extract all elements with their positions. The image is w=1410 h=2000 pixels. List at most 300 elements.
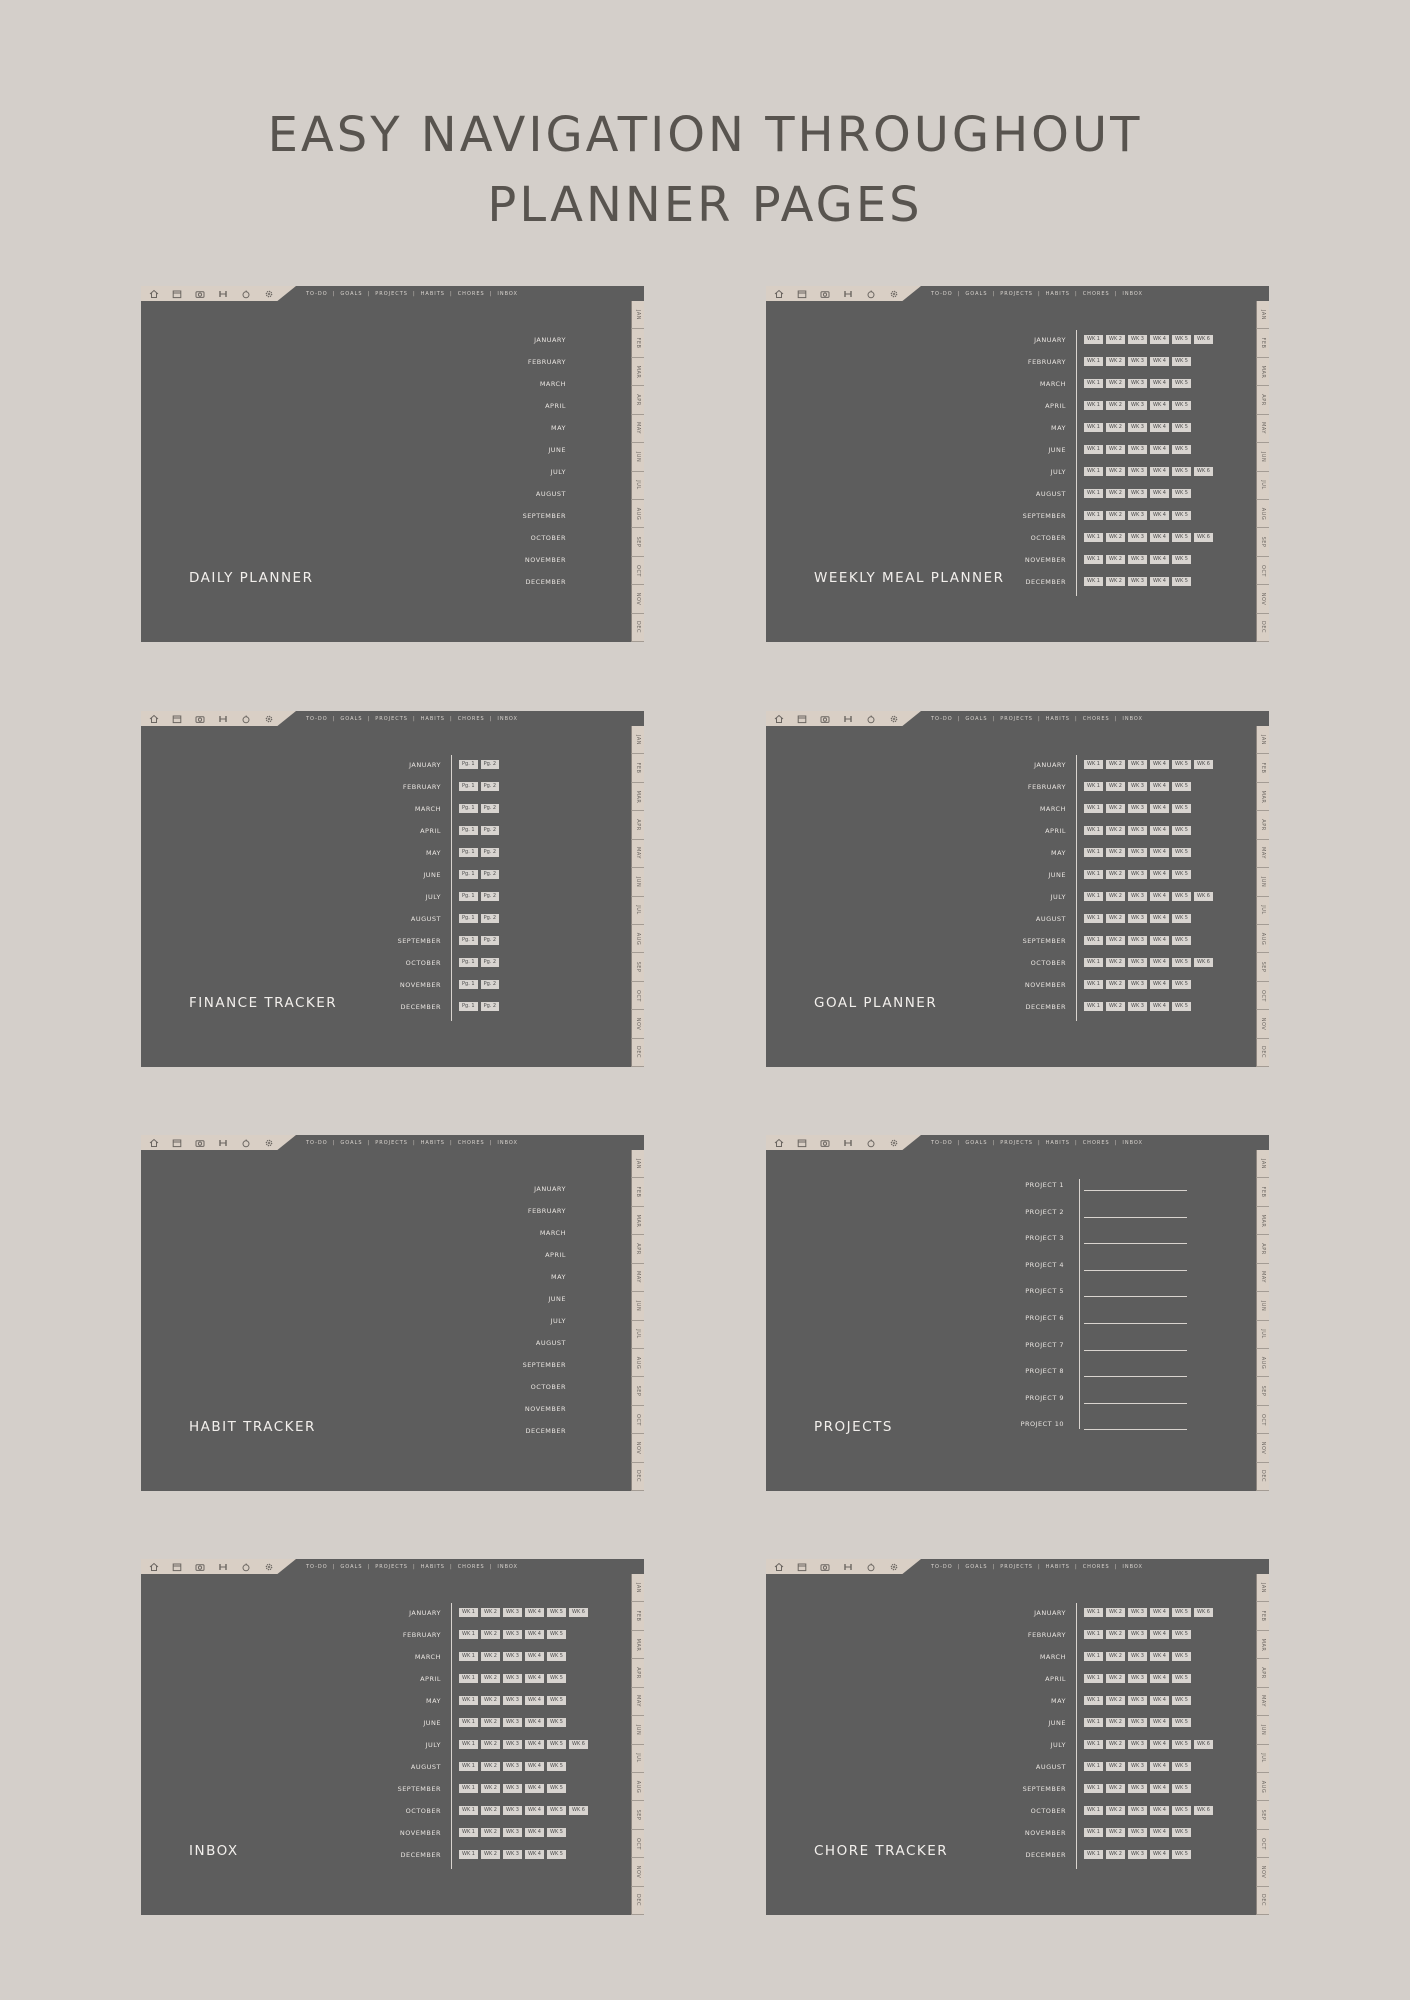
apple-icon[interactable] <box>864 1137 878 1149</box>
week-chip[interactable]: WK 2 <box>1106 1652 1125 1661</box>
week-chip[interactable]: WK 5 <box>1172 804 1191 813</box>
nav-link-chores[interactable]: CHORES <box>457 1139 485 1146</box>
week-chip[interactable]: WK 1 <box>1084 577 1103 586</box>
month-tab-jul[interactable] <box>631 1321 644 1349</box>
calendar-icon[interactable] <box>170 713 184 725</box>
week-chip[interactable]: WK 2 <box>481 1784 500 1793</box>
month-tab-mar[interactable] <box>1256 1631 1269 1659</box>
week-chip[interactable]: WK 3 <box>1128 533 1147 542</box>
week-chip[interactable]: WK 4 <box>1150 936 1169 945</box>
week-chip[interactable]: WK 6 <box>1194 1740 1213 1749</box>
month-tab-apr[interactable] <box>631 1659 644 1687</box>
month-tab-feb[interactable] <box>631 1602 644 1630</box>
week-chip[interactable]: WK 3 <box>503 1608 522 1617</box>
month-tab-dec[interactable] <box>1256 1887 1269 1915</box>
week-chip[interactable]: WK 4 <box>1150 401 1169 410</box>
page-chip[interactable]: Pg. 2 <box>481 848 500 857</box>
week-chip[interactable]: WK 2 <box>1106 1002 1125 1011</box>
dumbbell-icon[interactable] <box>841 1137 855 1149</box>
week-chip[interactable]: WK 5 <box>1172 1828 1191 1837</box>
week-chip[interactable]: WK 1 <box>459 1674 478 1683</box>
month-tab-jun[interactable] <box>631 443 644 471</box>
week-chip[interactable]: WK 5 <box>1172 1718 1191 1727</box>
week-chip[interactable]: WK 4 <box>1150 914 1169 923</box>
month-tab-feb[interactable] <box>1256 329 1269 357</box>
month-tab-aug[interactable] <box>631 1773 644 1801</box>
week-chip[interactable]: WK 3 <box>1128 511 1147 520</box>
month-link-july[interactable]: JULY <box>550 1317 566 1325</box>
week-chip[interactable]: WK 1 <box>1084 1828 1103 1837</box>
page-chip[interactable]: Pg. 2 <box>481 936 500 945</box>
nav-link-projects[interactable]: PROJECTS <box>375 715 408 722</box>
week-chip[interactable]: WK 3 <box>1128 1002 1147 1011</box>
month-tab-nov[interactable] <box>1256 1434 1269 1462</box>
page-chip[interactable]: Pg. 1 <box>459 826 478 835</box>
month-tab-apr[interactable] <box>1256 386 1269 414</box>
month-tab-aug[interactable] <box>1256 1773 1269 1801</box>
nav-link-goals[interactable]: GOALS <box>965 1139 988 1146</box>
calendar-icon[interactable] <box>795 1137 809 1149</box>
week-chip[interactable]: WK 5 <box>1172 914 1191 923</box>
week-chip[interactable]: WK 5 <box>1172 1674 1191 1683</box>
month-tab-aug[interactable] <box>631 925 644 953</box>
month-tab-may[interactable] <box>1256 415 1269 443</box>
nav-link-projects[interactable]: PROJECTS <box>1000 1139 1033 1146</box>
week-chip[interactable]: WK 2 <box>481 1828 500 1837</box>
page-chip[interactable]: Pg. 1 <box>459 1002 478 1011</box>
month-tab-mar[interactable] <box>1256 358 1269 386</box>
month-tab-jan[interactable] <box>1256 726 1269 754</box>
week-chip[interactable]: WK 4 <box>525 1850 544 1859</box>
month-tab-nov[interactable] <box>1256 1010 1269 1038</box>
project-label[interactable]: PROJECT 10 <box>1020 1420 1064 1429</box>
week-chip[interactable]: WK 2 <box>1106 1784 1125 1793</box>
week-chip[interactable]: WK 3 <box>1128 936 1147 945</box>
month-tab-dec[interactable] <box>631 1887 644 1915</box>
month-tab-dec[interactable] <box>631 1463 644 1491</box>
page-chip[interactable]: Pg. 2 <box>481 980 500 989</box>
week-chip[interactable]: WK 6 <box>569 1740 588 1749</box>
month-link-april[interactable]: APRIL <box>545 1251 566 1259</box>
week-chip[interactable]: WK 3 <box>503 1740 522 1749</box>
home-icon[interactable] <box>147 1137 161 1149</box>
week-chip[interactable]: WK 5 <box>1172 1652 1191 1661</box>
week-chip[interactable]: WK 5 <box>547 1652 566 1661</box>
week-chip[interactable]: WK 5 <box>547 1608 566 1617</box>
week-chip[interactable]: WK 2 <box>1106 467 1125 476</box>
calendar-icon[interactable] <box>795 713 809 725</box>
week-chip[interactable]: WK 3 <box>1128 401 1147 410</box>
month-tab-jun[interactable] <box>1256 1716 1269 1744</box>
month-link-january[interactable]: JANUARY <box>534 1185 566 1193</box>
week-chip[interactable]: WK 5 <box>547 1740 566 1749</box>
week-chip[interactable]: WK 6 <box>1194 892 1213 901</box>
week-chip[interactable]: WK 4 <box>1150 980 1169 989</box>
week-chip[interactable]: WK 4 <box>1150 1740 1169 1749</box>
nav-link-chores[interactable]: CHORES <box>1082 715 1110 722</box>
page-chip[interactable]: Pg. 2 <box>481 914 500 923</box>
settings-icon[interactable] <box>887 288 901 300</box>
month-tab-apr[interactable] <box>1256 1659 1269 1687</box>
month-link-august[interactable]: AUGUST <box>535 1339 566 1347</box>
week-chip[interactable]: WK 6 <box>1194 533 1213 542</box>
week-chip[interactable]: WK 2 <box>481 1652 500 1661</box>
nav-link-inbox[interactable]: INBOX <box>1122 290 1143 297</box>
week-chip[interactable]: WK 3 <box>1128 1740 1147 1749</box>
week-chip[interactable]: WK 3 <box>1128 826 1147 835</box>
week-chip[interactable]: WK 5 <box>1172 445 1191 454</box>
week-chip[interactable]: WK 2 <box>1106 1828 1125 1837</box>
nav-link-goals[interactable]: GOALS <box>340 1563 363 1570</box>
home-icon[interactable] <box>147 288 161 300</box>
week-chip[interactable]: WK 4 <box>1150 1828 1169 1837</box>
week-chip[interactable]: WK 5 <box>1172 379 1191 388</box>
dumbbell-icon[interactable] <box>216 1561 230 1573</box>
week-chip[interactable]: WK 1 <box>1084 1674 1103 1683</box>
month-tab-jun[interactable] <box>631 1292 644 1320</box>
month-tab-nov[interactable] <box>631 1010 644 1038</box>
nav-link-habits[interactable]: HABITS <box>420 1139 445 1146</box>
settings-icon[interactable] <box>262 1561 276 1573</box>
page-chip[interactable]: Pg. 1 <box>459 870 478 879</box>
page-chip[interactable]: Pg. 1 <box>459 848 478 857</box>
page-chip[interactable]: Pg. 1 <box>459 936 478 945</box>
week-chip[interactable]: WK 2 <box>481 1806 500 1815</box>
week-chip[interactable]: WK 1 <box>1084 379 1103 388</box>
week-chip[interactable]: WK 3 <box>1128 335 1147 344</box>
week-chip[interactable]: WK 2 <box>1106 782 1125 791</box>
week-chip[interactable]: WK 5 <box>1172 577 1191 586</box>
week-chip[interactable]: WK 4 <box>1150 423 1169 432</box>
week-chip[interactable]: WK 2 <box>1106 760 1125 769</box>
week-chip[interactable]: WK 4 <box>1150 870 1169 879</box>
month-tab-aug[interactable] <box>631 500 644 528</box>
week-chip[interactable]: WK 1 <box>459 1630 478 1639</box>
settings-icon[interactable] <box>887 1137 901 1149</box>
nav-link-habits[interactable]: HABITS <box>1045 290 1070 297</box>
month-tab-mar[interactable] <box>631 358 644 386</box>
week-chip[interactable]: WK 4 <box>1150 1806 1169 1815</box>
week-chip[interactable]: WK 3 <box>1128 1630 1147 1639</box>
month-tab-apr[interactable] <box>631 386 644 414</box>
project-label[interactable]: PROJECT 2 <box>1025 1207 1064 1216</box>
week-chip[interactable]: WK 1 <box>459 1652 478 1661</box>
month-tab-may[interactable] <box>631 1688 644 1716</box>
week-chip[interactable]: WK 2 <box>1106 892 1125 901</box>
month-link-september[interactable]: SEPTEMBER <box>522 512 566 520</box>
week-chip[interactable]: WK 4 <box>1150 892 1169 901</box>
week-chip[interactable]: WK 5 <box>1172 892 1191 901</box>
week-chip[interactable]: WK 1 <box>1084 892 1103 901</box>
week-chip[interactable]: WK 2 <box>1106 1806 1125 1815</box>
week-chip[interactable]: WK 1 <box>1084 1696 1103 1705</box>
project-label[interactable]: PROJECT 6 <box>1025 1314 1064 1322</box>
week-chip[interactable]: WK 2 <box>481 1630 500 1639</box>
month-tab-nov[interactable] <box>631 585 644 613</box>
nav-link-chores[interactable]: CHORES <box>457 715 485 722</box>
week-chip[interactable]: WK 5 <box>1172 1806 1191 1815</box>
week-chip[interactable]: WK 2 <box>1106 958 1125 967</box>
home-icon[interactable] <box>772 288 786 300</box>
week-chip[interactable]: WK 5 <box>1172 980 1191 989</box>
week-chip[interactable]: WK 4 <box>1150 1850 1169 1859</box>
week-chip[interactable]: WK 2 <box>1106 423 1125 432</box>
week-chip[interactable]: WK 1 <box>1084 936 1103 945</box>
home-icon[interactable] <box>147 1561 161 1573</box>
home-icon[interactable] <box>147 713 161 725</box>
week-chip[interactable]: WK 3 <box>503 1674 522 1683</box>
month-tab-feb[interactable] <box>1256 1602 1269 1630</box>
month-tab-jul[interactable] <box>631 897 644 925</box>
calendar-icon[interactable] <box>170 288 184 300</box>
settings-icon[interactable] <box>262 288 276 300</box>
nav-link-inbox[interactable]: INBOX <box>1122 1563 1143 1570</box>
month-tab-dec[interactable] <box>1256 614 1269 642</box>
week-chip[interactable]: WK 3 <box>503 1828 522 1837</box>
month-tab-sep[interactable] <box>631 1377 644 1405</box>
week-chip[interactable]: WK 3 <box>1128 445 1147 454</box>
week-chip[interactable]: WK 5 <box>1172 423 1191 432</box>
week-chip[interactable]: WK 1 <box>459 1828 478 1837</box>
week-chip[interactable]: WK 2 <box>1106 401 1125 410</box>
month-tab-may[interactable] <box>631 840 644 868</box>
nav-link-inbox[interactable]: INBOX <box>1122 715 1143 722</box>
nav-link-to-do[interactable]: TO-DO <box>306 290 328 297</box>
week-chip[interactable]: WK 5 <box>1172 1740 1191 1749</box>
month-tab-dec[interactable] <box>631 1039 644 1067</box>
week-chip[interactable]: WK 2 <box>1106 1696 1125 1705</box>
week-chip[interactable]: WK 3 <box>1128 423 1147 432</box>
home-icon[interactable] <box>772 713 786 725</box>
week-chip[interactable]: WK 1 <box>1084 1002 1103 1011</box>
page-chip[interactable]: Pg. 2 <box>481 826 500 835</box>
week-chip[interactable]: WK 3 <box>1128 1696 1147 1705</box>
week-chip[interactable]: WK 2 <box>1106 936 1125 945</box>
week-chip[interactable]: WK 6 <box>569 1608 588 1617</box>
month-link-may[interactable]: MAY <box>550 1273 566 1281</box>
month-link-november[interactable]: NOVEMBER <box>524 556 566 564</box>
month-tab-oct[interactable] <box>1256 1830 1269 1858</box>
week-chip[interactable]: WK 2 <box>1106 1762 1125 1771</box>
week-chip[interactable]: WK 3 <box>1128 870 1147 879</box>
nav-link-inbox[interactable]: INBOX <box>1122 1139 1143 1146</box>
week-chip[interactable]: WK 6 <box>1194 958 1213 967</box>
month-tab-aug[interactable] <box>1256 1349 1269 1377</box>
week-chip[interactable]: WK 3 <box>503 1784 522 1793</box>
page-chip[interactable]: Pg. 1 <box>459 782 478 791</box>
week-chip[interactable]: WK 2 <box>1106 1718 1125 1727</box>
month-tab-feb[interactable] <box>631 754 644 782</box>
week-chip[interactable]: WK 4 <box>525 1608 544 1617</box>
nav-link-to-do[interactable]: TO-DO <box>931 1563 953 1570</box>
month-link-october[interactable]: OCTOBER <box>530 1383 566 1391</box>
month-tab-dec[interactable] <box>631 614 644 642</box>
month-link-march[interactable]: MARCH <box>539 380 566 388</box>
month-tab-sep[interactable] <box>631 1801 644 1829</box>
apple-icon[interactable] <box>239 1561 253 1573</box>
week-chip[interactable]: WK 2 <box>481 1850 500 1859</box>
month-tab-oct[interactable] <box>631 982 644 1010</box>
month-tab-jan[interactable] <box>631 1574 644 1602</box>
nav-link-goals[interactable]: GOALS <box>965 290 988 297</box>
month-tab-apr[interactable] <box>1256 811 1269 839</box>
week-chip[interactable]: WK 5 <box>1172 467 1191 476</box>
project-label[interactable]: PROJECT 3 <box>1025 1234 1064 1243</box>
week-chip[interactable]: WK 3 <box>503 1718 522 1727</box>
week-chip[interactable]: WK 5 <box>547 1784 566 1793</box>
page-chip[interactable]: Pg. 1 <box>459 804 478 813</box>
week-chip[interactable]: WK 1 <box>1084 782 1103 791</box>
month-tab-jul[interactable] <box>1256 897 1269 925</box>
week-chip[interactable]: WK 4 <box>525 1784 544 1793</box>
month-link-september[interactable]: SEPTEMBER <box>522 1361 566 1369</box>
nav-link-projects[interactable]: PROJECTS <box>1000 290 1033 297</box>
month-link-july[interactable]: JULY <box>550 468 566 476</box>
apple-icon[interactable] <box>239 1137 253 1149</box>
camera-icon[interactable] <box>193 288 207 300</box>
month-link-august[interactable]: AUGUST <box>535 490 566 498</box>
week-chip[interactable]: WK 1 <box>1084 826 1103 835</box>
week-chip[interactable]: WK 1 <box>1084 533 1103 542</box>
week-chip[interactable]: WK 4 <box>1150 555 1169 564</box>
camera-icon[interactable] <box>193 713 207 725</box>
month-link-november[interactable]: NOVEMBER <box>524 1405 566 1413</box>
week-chip[interactable]: WK 5 <box>1172 1630 1191 1639</box>
month-tab-mar[interactable] <box>631 1631 644 1659</box>
nav-link-habits[interactable]: HABITS <box>1045 1563 1070 1570</box>
month-tab-mar[interactable] <box>631 783 644 811</box>
apple-icon[interactable] <box>239 713 253 725</box>
week-chip[interactable]: WK 2 <box>1106 848 1125 857</box>
page-chip[interactable]: Pg. 2 <box>481 892 500 901</box>
nav-link-chores[interactable]: CHORES <box>457 1563 485 1570</box>
calendar-icon[interactable] <box>170 1561 184 1573</box>
week-chip[interactable]: WK 2 <box>1106 870 1125 879</box>
nav-link-inbox[interactable]: INBOX <box>497 715 518 722</box>
camera-icon[interactable] <box>818 1561 832 1573</box>
month-tab-mar[interactable] <box>1256 1207 1269 1235</box>
week-chip[interactable]: WK 2 <box>1106 1608 1125 1617</box>
week-chip[interactable]: WK 4 <box>1150 379 1169 388</box>
home-icon[interactable] <box>772 1137 786 1149</box>
week-chip[interactable]: WK 3 <box>1128 804 1147 813</box>
page-chip[interactable]: Pg. 2 <box>481 782 500 791</box>
week-chip[interactable]: WK 2 <box>1106 577 1125 586</box>
week-chip[interactable]: WK 3 <box>503 1850 522 1859</box>
calendar-icon[interactable] <box>795 1561 809 1573</box>
month-tab-apr[interactable] <box>631 811 644 839</box>
dumbbell-icon[interactable] <box>841 1561 855 1573</box>
week-chip[interactable]: WK 3 <box>1128 1850 1147 1859</box>
week-chip[interactable]: WK 4 <box>525 1696 544 1705</box>
month-tab-dec[interactable] <box>1256 1039 1269 1067</box>
month-tab-sep[interactable] <box>631 953 644 981</box>
page-chip[interactable]: Pg. 1 <box>459 958 478 967</box>
week-chip[interactable]: WK 1 <box>459 1784 478 1793</box>
dumbbell-icon[interactable] <box>216 1137 230 1149</box>
week-chip[interactable]: WK 6 <box>1194 1608 1213 1617</box>
dumbbell-icon[interactable] <box>216 288 230 300</box>
week-chip[interactable]: WK 5 <box>1172 1002 1191 1011</box>
week-chip[interactable]: WK 3 <box>1128 555 1147 564</box>
week-chip[interactable]: WK 4 <box>1150 826 1169 835</box>
week-chip[interactable]: WK 5 <box>1172 335 1191 344</box>
week-chip[interactable]: WK 1 <box>1084 445 1103 454</box>
week-chip[interactable]: WK 4 <box>1150 445 1169 454</box>
week-chip[interactable]: WK 3 <box>503 1762 522 1771</box>
month-tab-jul[interactable] <box>631 472 644 500</box>
week-chip[interactable]: WK 3 <box>1128 848 1147 857</box>
camera-icon[interactable] <box>818 1137 832 1149</box>
month-tab-apr[interactable] <box>631 1235 644 1263</box>
week-chip[interactable]: WK 4 <box>1150 782 1169 791</box>
week-chip[interactable]: WK 3 <box>1128 782 1147 791</box>
month-tab-jun[interactable] <box>631 868 644 896</box>
project-label[interactable]: PROJECT 1 <box>1025 1181 1064 1189</box>
settings-icon[interactable] <box>262 1137 276 1149</box>
month-tab-nov[interactable] <box>1256 585 1269 613</box>
month-tab-sep[interactable] <box>631 528 644 556</box>
week-chip[interactable]: WK 1 <box>459 1762 478 1771</box>
month-tab-may[interactable] <box>631 1264 644 1292</box>
week-chip[interactable]: WK 5 <box>1172 401 1191 410</box>
week-chip[interactable]: WK 4 <box>1150 489 1169 498</box>
month-tab-oct[interactable] <box>631 1830 644 1858</box>
week-chip[interactable]: WK 4 <box>1150 804 1169 813</box>
page-chip[interactable]: Pg. 1 <box>459 914 478 923</box>
week-chip[interactable]: WK 5 <box>1172 533 1191 542</box>
week-chip[interactable]: WK 3 <box>1128 467 1147 476</box>
week-chip[interactable]: WK 1 <box>1084 335 1103 344</box>
month-tab-feb[interactable] <box>1256 754 1269 782</box>
project-label[interactable]: PROJECT 7 <box>1025 1340 1064 1349</box>
nav-link-habits[interactable]: HABITS <box>420 290 445 297</box>
month-tab-oct[interactable] <box>631 557 644 585</box>
week-chip[interactable]: WK 1 <box>1084 357 1103 366</box>
week-chip[interactable]: WK 1 <box>1084 401 1103 410</box>
settings-icon[interactable] <box>887 713 901 725</box>
month-tab-jan[interactable] <box>1256 1150 1269 1178</box>
week-chip[interactable]: WK 1 <box>1084 1762 1103 1771</box>
week-chip[interactable]: WK 2 <box>1106 489 1125 498</box>
project-label[interactable]: PROJECT 4 <box>1025 1260 1064 1269</box>
week-chip[interactable]: WK 3 <box>1128 1608 1147 1617</box>
week-chip[interactable]: WK 5 <box>1172 958 1191 967</box>
week-chip[interactable]: WK 5 <box>547 1762 566 1771</box>
week-chip[interactable]: WK 1 <box>1084 1806 1103 1815</box>
week-chip[interactable]: WK 1 <box>1084 848 1103 857</box>
nav-link-habits[interactable]: HABITS <box>420 1563 445 1570</box>
camera-icon[interactable] <box>818 713 832 725</box>
week-chip[interactable]: WK 2 <box>481 1740 500 1749</box>
month-tab-jun[interactable] <box>1256 443 1269 471</box>
week-chip[interactable]: WK 5 <box>1172 1762 1191 1771</box>
week-chip[interactable]: WK 1 <box>1084 1784 1103 1793</box>
week-chip[interactable]: WK 4 <box>1150 533 1169 542</box>
nav-link-to-do[interactable]: TO-DO <box>931 290 953 297</box>
month-tab-oct[interactable] <box>1256 1406 1269 1434</box>
week-chip[interactable]: WK 4 <box>525 1674 544 1683</box>
month-tab-may[interactable] <box>1256 840 1269 868</box>
week-chip[interactable]: WK 1 <box>1084 870 1103 879</box>
month-link-october[interactable]: OCTOBER <box>530 534 566 542</box>
week-chip[interactable]: WK 3 <box>1128 379 1147 388</box>
month-link-april[interactable]: APRIL <box>545 402 566 410</box>
month-tab-mar[interactable] <box>631 1207 644 1235</box>
month-tab-dec[interactable] <box>1256 1463 1269 1491</box>
week-chip[interactable]: WK 1 <box>1084 511 1103 520</box>
week-chip[interactable]: WK 2 <box>1106 1740 1125 1749</box>
